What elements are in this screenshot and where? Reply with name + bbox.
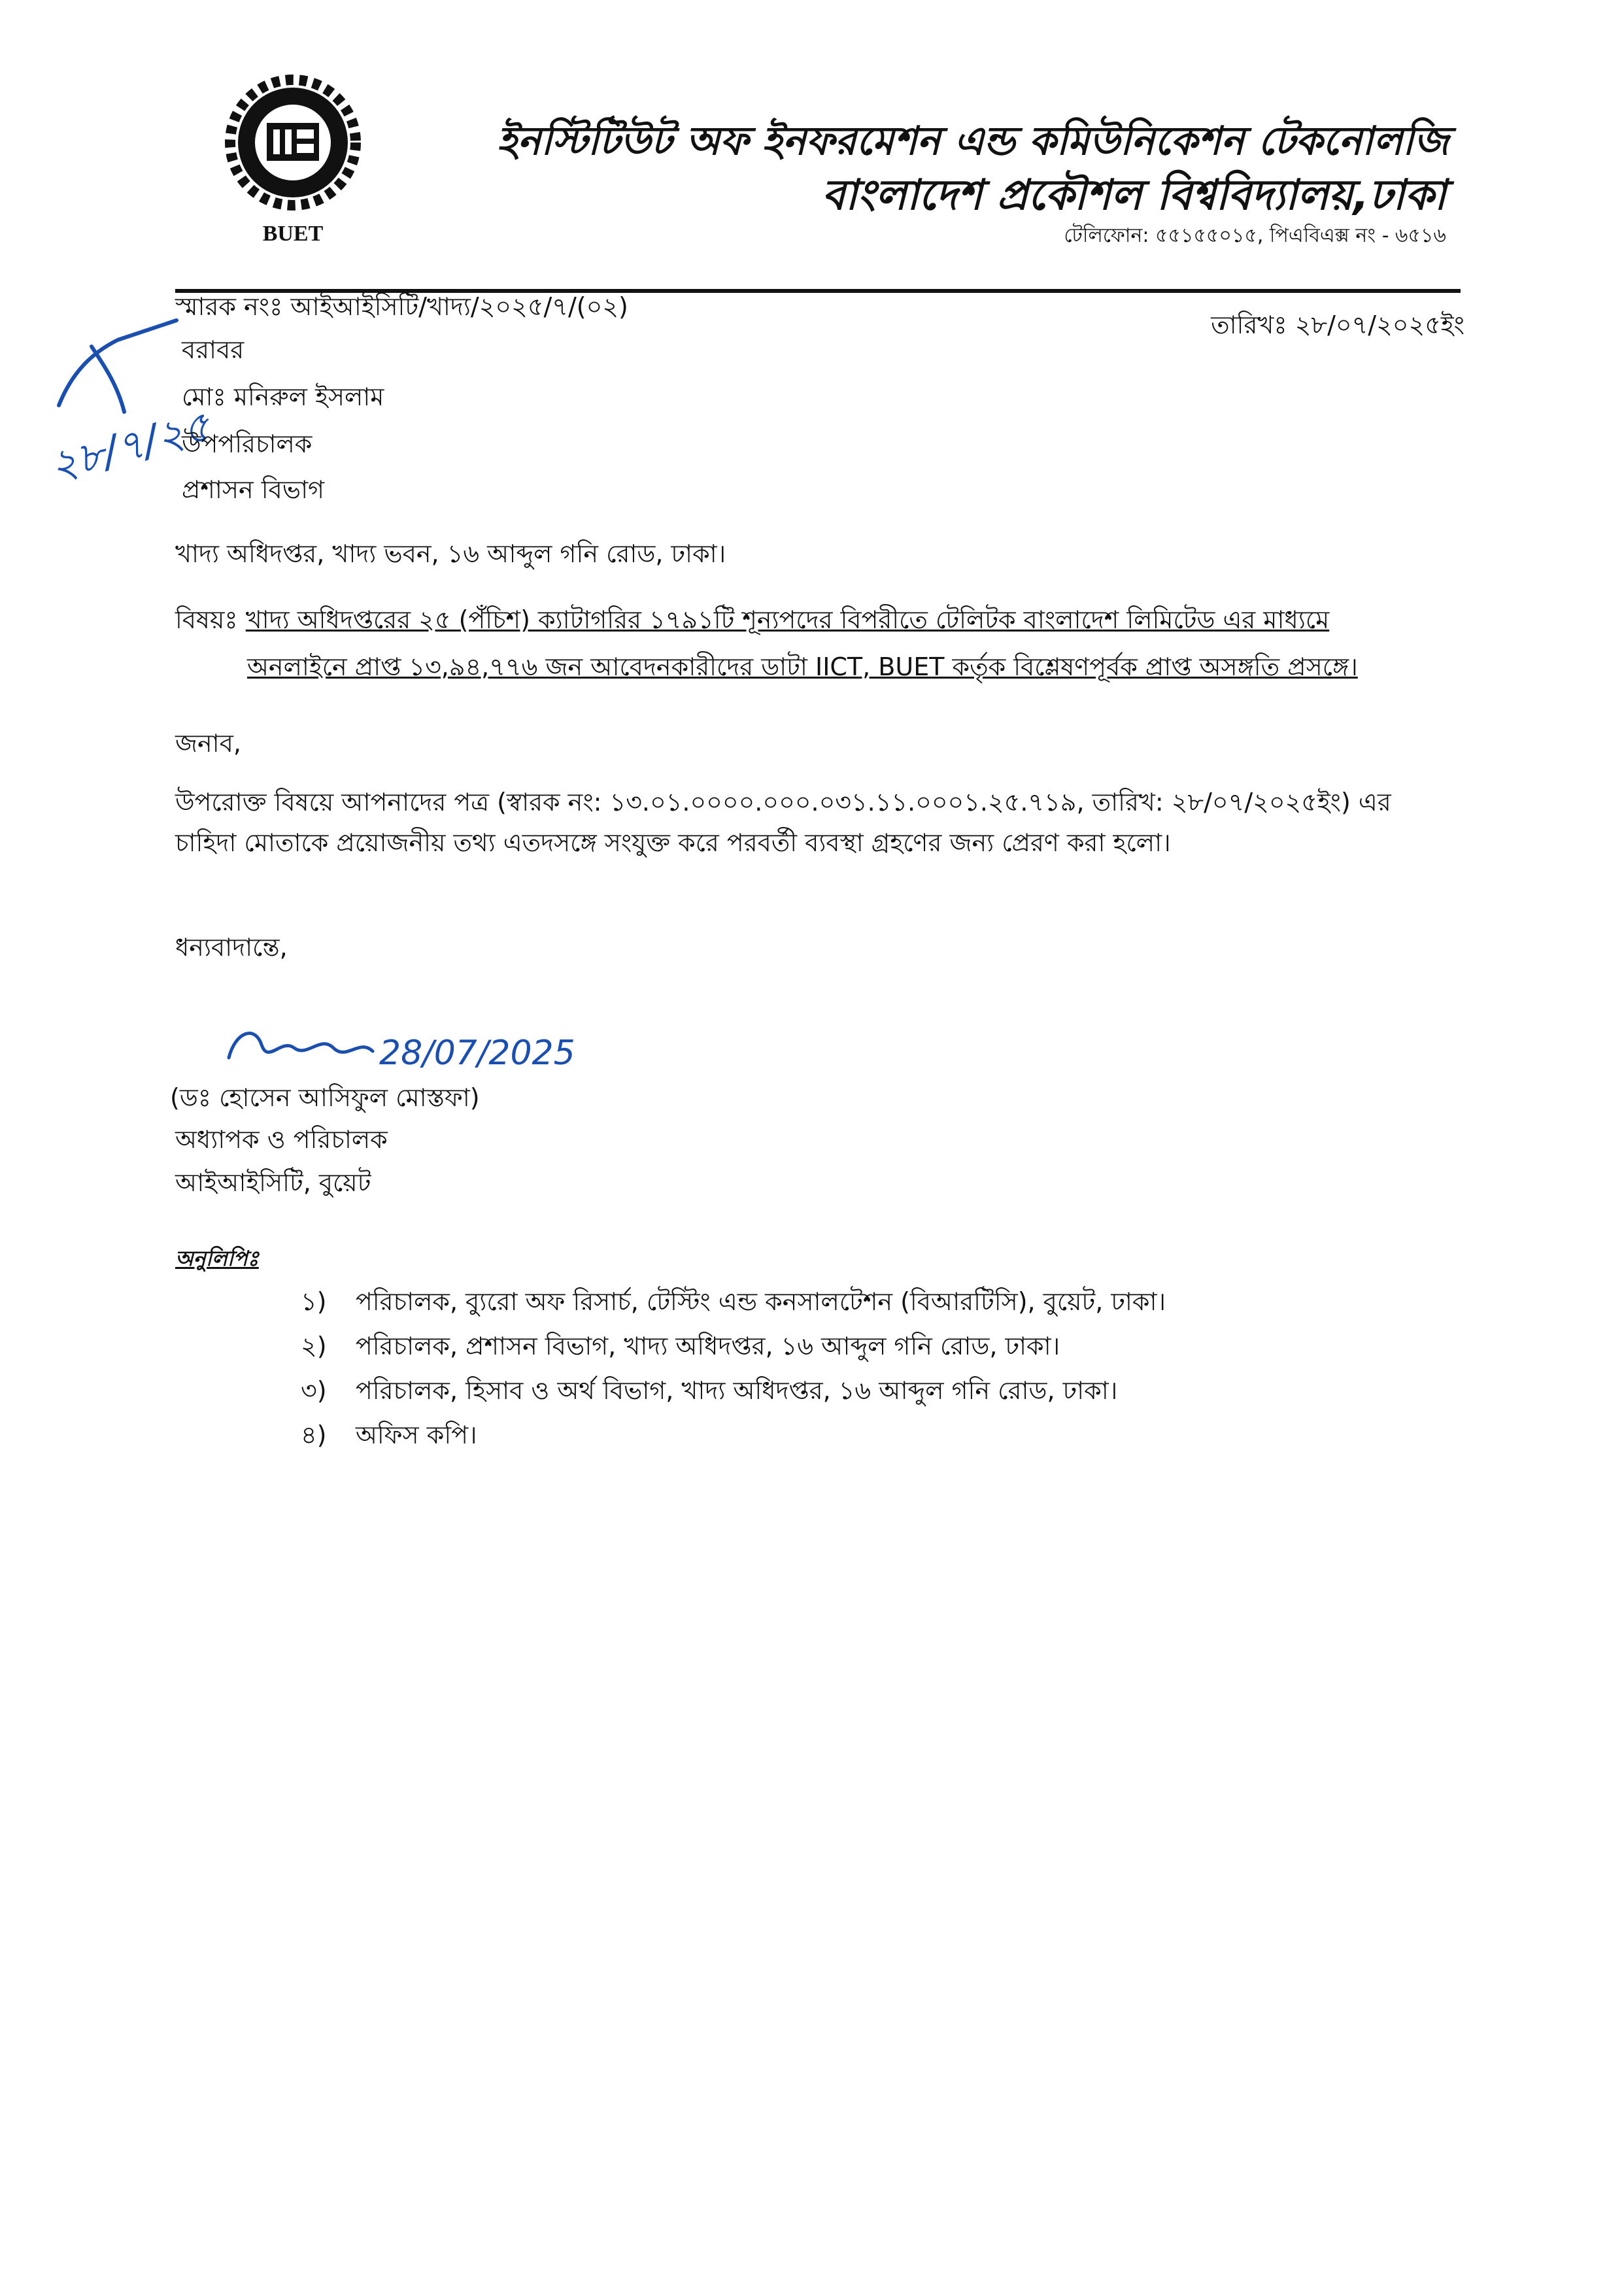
recipient-address: খাদ্য অধিদপ্তর, খাদ্য ভবন, ১৬ আব্দুল গনি রোড, ঢাকা। — [175, 539, 726, 568]
cc-item-text: পরিচালক, ব্যুরো অফ রিসার্চ, টেস্টিং এন্ড কনসালটেশন (বিআরটিসি), বুয়েট, ঢাকা। — [356, 1287, 1166, 1316]
letter-body — [175, 782, 1391, 863]
university-name: বাংলাদেশ প্রকৌশল বিশ্ববিদ্যালয়,ঢাকা — [822, 171, 1446, 220]
cc-item-text: পরিচালক, প্রশাসন বিভাগ, খাদ্য অধিদপ্তর, ১৬ আব্দুল গনি রোড, ঢাকা। — [356, 1332, 1060, 1360]
subject-block — [175, 596, 1358, 690]
body-line-2: চাহিদা মোতাকে প্রয়োজনীয় তথ্য এতদসঙ্গে সংযুক্ত করে পরবর্তী ব্যবস্থা গ্রহণের জন্য প্রেরণ করা হলো। — [175, 828, 1171, 857]
buet-logo-text: BUET — [262, 222, 324, 246]
buet-logo — [221, 77, 365, 246]
cc-item — [301, 1327, 1060, 1369]
recipient-department: প্রশাসন বিভাগ — [182, 475, 324, 504]
memo-number: স্মারক নংঃ আইআইসিটি/খাদ্য/২০২৫/৭/(০২) — [175, 292, 628, 321]
cc-item-number: ১) — [301, 1287, 327, 1316]
signature — [222, 1012, 588, 1087]
cc-item-number: ২) — [301, 1332, 327, 1360]
signatory-title: অধ্যাপক ও পরিচালক — [175, 1125, 388, 1154]
cc-item-text: পরিচালক, হিসাব ও অর্থ বিভাগ, খাদ্য অধিদপ্তর, ১৬ আব্দুল গনি রোড, ঢাকা। — [356, 1376, 1118, 1405]
cc-label: অনুলিপিঃ — [175, 1246, 259, 1271]
cc-item — [301, 1416, 477, 1458]
institute-name: ইনস্টিটিউট অফ ইনফরমেশন এন্ড কমিউনিকেশন টেকনোলজি — [497, 118, 1449, 164]
letter-date: তারিখঃ ২৮/০৭/২০২৫ইং — [1211, 311, 1464, 339]
signatory-department: আইআইসিটি, বুয়েট — [175, 1168, 371, 1197]
recipient-to: বরাবর — [182, 335, 245, 364]
subject-label: বিষয়ঃ — [175, 605, 238, 634]
cc-item-number: ৪) — [301, 1421, 327, 1449]
margin-date: ২৮/৭/২৫ — [44, 401, 216, 492]
cc-item — [301, 1283, 1166, 1324]
recipient-name: মোঃ মনিরুল ইসলাম — [182, 382, 384, 411]
signatory-name: (ডঃ হোসেন আসিফুল মোস্তফা) — [170, 1083, 480, 1112]
subject-line-2: অনলাইনে প্রাপ্ত ১৩,৯৪,৭৭৬ জন আবেদনকারীদের ডাটা IICT, BUET কর্তৃক বিশ্লেষণপূর্বক প্রাপ্ত অসঙ্গতি প্রসঙ্গে। — [247, 652, 1358, 681]
closing: ধন্যবাদান্তে, — [175, 933, 288, 962]
phone-line: টেলিফোন: ৫৫১৫৫০১৫, পিএবিএক্স নং - ৬৫১৬ — [1064, 224, 1446, 247]
cc-item-text: অফিস কপি। — [356, 1421, 477, 1449]
subject-line-1: খাদ্য অধিদপ্তরের ২৫ (পঁচিশ) ক্যাটাগরির ১৭৯১টি শূন্যপদের বিপরীতে টেলিটক বাংলাদেশ লিমিটেড এর মাধ্যমে — [245, 605, 1330, 634]
recipient-title: উপপরিচালক — [182, 430, 313, 458]
salutation: জনাব, — [175, 729, 241, 758]
cc-item — [301, 1372, 1117, 1413]
signature-date: 28/07/2025 — [379, 1034, 575, 1073]
body-line-1: উপরোক্ত বিষয়ে আপনাদের পত্র (স্বারক নং: ১৩.০১.০০০০.০০০.০৩১.১১.০০০১.২৫.৭১৯, তারিখ: ২৮/০৭/২০২৫ইং) এর — [175, 788, 1391, 817]
cc-item-number: ৩) — [301, 1376, 327, 1405]
